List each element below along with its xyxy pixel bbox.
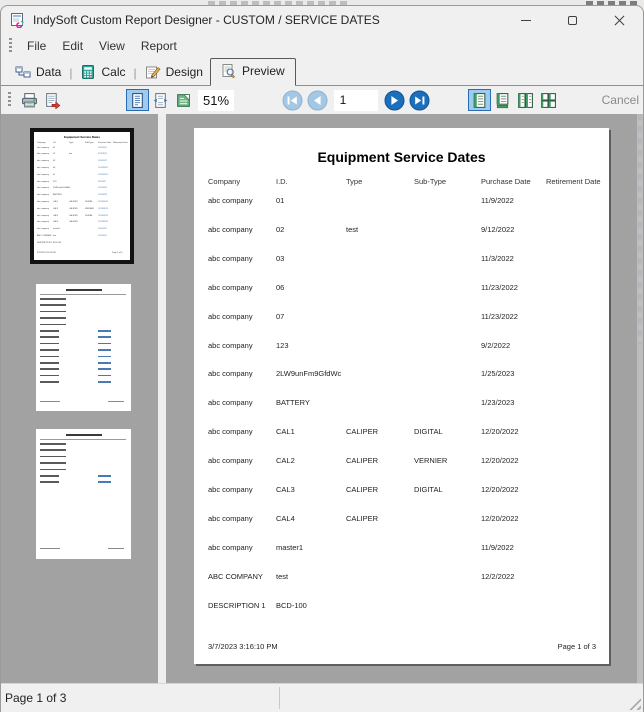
thumbnail-mini-text: CALIPER — [69, 221, 78, 224]
view-continuous-button[interactable] — [149, 89, 172, 111]
layout-one-page-button[interactable] — [468, 89, 491, 111]
menu-file[interactable]: File — [27, 39, 47, 53]
thumbnail-mini-text — [40, 449, 66, 451]
previous-page-button[interactable] — [307, 90, 328, 111]
thumbnail-mini-date — [98, 362, 111, 364]
cell-subtype: DIGITAL — [414, 427, 443, 437]
thumbnail-mini-footer — [108, 548, 124, 549]
thumbnail-mini-footer — [108, 401, 124, 402]
thumbnail-mini-text: 07 — [53, 173, 56, 176]
cell-id: 2LW9unFm9GfdWc — [276, 369, 342, 379]
cell-id: BCD-100 — [276, 600, 307, 610]
thumbnail-mini-footer: 3/7/2023 3:16:10 PM — [37, 252, 56, 254]
panel-splitter[interactable] — [158, 114, 166, 683]
thumbnail-mini-footer: Page 1 of 3 — [112, 252, 123, 254]
menu-drag-grip[interactable] — [9, 38, 12, 54]
print-button[interactable] — [18, 89, 41, 111]
cell-company: abc company — [208, 340, 253, 350]
thumbnail-mini-text: 2LW9unFm9GfdWc — [53, 187, 71, 190]
thumbnail-mini-date — [98, 475, 111, 477]
thumbnail-mini-text: 11/9/2022 — [98, 228, 107, 231]
window-controls — [502, 6, 643, 34]
data-tab-icon — [15, 64, 31, 80]
thumbnail-mini-header: Company — [37, 142, 46, 144]
zoom-page-icon — [175, 92, 192, 109]
minimize-icon — [521, 20, 531, 21]
page-thumbnail-1-selected[interactable] — [30, 128, 134, 264]
print-icon — [21, 92, 38, 109]
thumbnail-mini-text — [40, 336, 59, 338]
prev-page-icon — [307, 90, 328, 111]
cell-purchase-date: 11/3/2022 — [481, 253, 514, 263]
cell-id: 02 — [276, 224, 285, 234]
thumbnail-mini-date — [98, 336, 111, 338]
thumbnail-mini-text: 12/20/2022 — [98, 221, 109, 224]
thumbnail-mini-date — [98, 330, 111, 332]
page-thumbnail-2[interactable] — [36, 284, 131, 411]
close-button[interactable] — [596, 6, 643, 34]
view-single-page-icon — [129, 92, 146, 109]
menu-bar — [1, 34, 643, 58]
thumbnail-mini-footer — [40, 401, 60, 402]
tab-calc[interactable] — [73, 60, 132, 85]
scrollbar-thumb[interactable] — [638, 114, 642, 344]
thumbnail-mini-text: abc company — [37, 180, 49, 183]
layout-two-pages-button[interactable] — [514, 89, 537, 111]
thumbnail-mini-header: Retirement Date — [113, 142, 128, 144]
thumbnail-panel — [1, 114, 158, 683]
view-continuous-icon — [152, 92, 169, 109]
thumbnail-mini-text: CALIPER — [69, 200, 78, 203]
thumbnail-mini-text: CALIPER — [69, 207, 78, 210]
thumbnail-mini-text — [40, 317, 66, 319]
cell-purchase-date: 11/23/2022 — [481, 282, 518, 292]
thumbnail-mini-text: abc company — [37, 200, 49, 203]
next-page-icon — [384, 90, 405, 111]
first-page-button[interactable] — [282, 90, 303, 111]
cell-purchase-date: 11/9/2022 — [481, 542, 514, 552]
resize-grip[interactable] — [628, 697, 641, 710]
thumbnail-mini-text: 12/2/2022 — [98, 234, 107, 237]
cell-id: 123 — [276, 340, 289, 350]
thumbnail-mini-text: abc company — [37, 221, 49, 224]
cell-company: abc company — [208, 456, 253, 466]
thumbnail-mini-date — [98, 356, 111, 358]
thumbnail-mini-text — [40, 324, 66, 326]
preview-tab-icon — [221, 63, 237, 79]
column-header: Retirement Date — [546, 177, 601, 186]
cell-purchase-date: 9/12/2022 — [481, 224, 515, 234]
tab-separator: | — [133, 66, 137, 80]
thumbnail-mini-date — [98, 368, 111, 370]
thumbnail-mini-text: 9/12/2022 — [98, 153, 107, 156]
cell-purchase-date: 1/25/2023 — [481, 369, 515, 379]
thumbnail-mini-text: 1/25/2023 — [98, 187, 107, 190]
status-bar-divider — [279, 687, 280, 709]
layout-one-page-icon — [471, 92, 488, 109]
tab-strip — [1, 58, 643, 86]
report-footer-datetime: 3/7/2023 3:16:10 PM — [208, 642, 278, 651]
thumbnail-mini-text — [40, 475, 59, 477]
zoom-percent-button[interactable] — [172, 89, 195, 111]
thumbnail-mini-text — [40, 330, 59, 332]
report-preview-area — [166, 114, 637, 683]
thumbnail-mini-text: BCD-100 — [53, 241, 62, 244]
thumbnail-mini-text — [40, 368, 59, 370]
tab-design[interactable] — [138, 60, 210, 85]
cell-purchase-date: 1/23/2023 — [481, 398, 515, 408]
thumbnail-mini-text: DIGITAL — [85, 214, 93, 217]
thumbnail-mini-header: Sub-Type — [85, 142, 94, 144]
thumbnail-mini-text — [40, 349, 59, 351]
first-page-icon — [282, 90, 303, 111]
thumbnail-mini-text: 12/20/2022 — [98, 214, 109, 217]
thumbnail-mini-text: DESCRIPTION 1 — [37, 241, 53, 244]
cell-id: test — [276, 571, 289, 581]
thumbnail-mini-text: ABC COMPANY — [37, 234, 52, 237]
cell-purchase-date: 12/20/2022 — [481, 485, 519, 494]
thumbnail-mini-text — [40, 481, 59, 483]
thumbnail-mini-text — [40, 456, 66, 458]
toolbar-drag-grip[interactable] — [8, 92, 11, 108]
thumbnail-mini-text — [40, 381, 59, 383]
titlebar — [1, 6, 643, 34]
report-title: Equipment Service Dates — [317, 149, 486, 165]
page-number-input[interactable] — [334, 90, 378, 111]
page-thumbnail-3[interactable] — [36, 429, 131, 559]
menu-report[interactable]: Report — [140, 39, 177, 53]
thumbnail-mini-text: CAL1 — [53, 200, 59, 203]
cell-company: abc company — [208, 542, 253, 552]
thumbnail-mini-date — [98, 349, 111, 351]
tab-label: Preview — [241, 64, 285, 78]
thumbnail-mini-text: 01 — [53, 146, 56, 149]
cell-id: CAL4 — [276, 513, 295, 523]
thumbnail-mini-title: Equipment Service Dates — [63, 135, 100, 139]
tab-label: Design — [165, 65, 203, 79]
status-page-indicator: Page 1 of 3 — [5, 691, 67, 705]
thumbnail-mini-text — [40, 343, 59, 345]
menu-edit[interactable]: Edit — [62, 39, 84, 53]
window-title: IndySoft Custom Report Designer - CUSTOM / SERVICE DATES — [33, 13, 380, 27]
thumbnail-mini-header: Purchase Date — [98, 142, 112, 144]
report-designer-window — [0, 5, 644, 712]
thumbnail-mini-header: I.D. — [53, 142, 57, 144]
thumbnail-mini-text: 11/23/2022 — [98, 173, 108, 176]
export-button[interactable] — [41, 89, 64, 111]
thumbnail-mini-text: master1 — [53, 228, 61, 231]
cell-purchase-date: 12/2/2022 — [481, 571, 515, 581]
cell-id: 03 — [276, 253, 285, 263]
cell-id: CAL1 — [276, 427, 295, 437]
thumbnail-mini-text: test — [69, 153, 73, 156]
last-page-icon — [409, 90, 430, 111]
column-header: I.D. — [276, 177, 288, 186]
thumbnail-mini-date — [98, 381, 111, 383]
thumbnail-mini-text: CALIPER — [69, 214, 78, 217]
report-page — [194, 128, 609, 664]
cell-type: CALIPER — [346, 513, 379, 523]
layout-page-scroll-icon — [494, 92, 511, 109]
layout-page-scroll-button[interactable] — [491, 89, 514, 111]
cell-id: 06 — [276, 282, 285, 292]
cell-purchase-date: 11/23/2022 — [481, 311, 518, 321]
app-icon — [10, 12, 26, 28]
cell-company: abc company — [208, 398, 253, 408]
thumbnail-mini-date — [98, 343, 111, 345]
thumbnail-mini-text — [40, 304, 66, 306]
thumbnail-mini-title — [66, 289, 102, 291]
thumbnail-mini-text: abc company — [37, 228, 49, 231]
thumbnail-mini-text: CAL4 — [53, 221, 59, 224]
thumbnail-mini-text: abc company — [37, 153, 49, 156]
cell-id: BATTERY — [276, 398, 310, 408]
cell-id: 07 — [276, 311, 285, 321]
layout-four-pages-icon — [540, 92, 557, 109]
preview-toolbar — [1, 86, 643, 114]
calc-tab-icon — [80, 64, 96, 80]
thumbnail-mini-text: abc company — [37, 146, 49, 149]
last-page-button[interactable] — [409, 90, 430, 111]
thumbnail-mini-text — [40, 356, 59, 358]
menu-view[interactable]: View — [99, 39, 125, 53]
thumbnail-mini-text — [40, 362, 59, 364]
cell-id: master1 — [276, 542, 304, 552]
thumbnail-mini-text: abc company — [37, 214, 49, 217]
layout-two-pages-icon — [517, 92, 534, 109]
thumbnail-mini-text: 1/23/2023 — [98, 194, 107, 197]
thumbnail-mini-text: 03 — [53, 160, 56, 163]
thumbnail-mini-date — [98, 481, 111, 483]
thumbnail-mini-date — [98, 375, 111, 377]
status-bar — [1, 683, 643, 712]
close-icon — [614, 15, 625, 26]
cell-id: 01 — [276, 196, 285, 205]
cell-company: abc company — [208, 196, 253, 205]
cell-purchase-date: 12/20/2022 — [481, 456, 519, 466]
thumbnail-mini-footer — [40, 548, 60, 549]
tab-separator: | — [69, 66, 73, 80]
cell-type: CALIPER — [346, 456, 379, 466]
thumbnail-mini-text: test — [53, 234, 57, 237]
thumbnail-mini-text: VERNIER — [85, 207, 94, 210]
cell-purchase-date: 9/2/2022 — [481, 340, 511, 350]
thumbnail-mini-text: 11/9/2022 — [98, 146, 107, 149]
thumbnail-mini-text: BATTERY — [53, 194, 63, 197]
vertical-scrollbar[interactable] — [637, 114, 643, 683]
report-footer-page: Page 1 of 3 — [557, 642, 596, 651]
cell-company: abc company — [208, 224, 253, 234]
preview-content — [1, 114, 643, 683]
thumbnail-mini-text: abc company — [37, 166, 49, 169]
thumbnail-mini-text: abc company — [37, 187, 49, 190]
tab-preview[interactable] — [210, 58, 296, 86]
next-page-button[interactable] — [384, 90, 405, 111]
design-tab-icon — [145, 64, 161, 80]
zoom-level-display[interactable]: 51% — [198, 90, 234, 111]
cell-id: CAL3 — [276, 485, 295, 494]
cell-company: abc company — [208, 485, 253, 494]
thumbnail-mini-text: 123 — [53, 180, 57, 183]
cell-company: abc company — [208, 282, 253, 292]
thumbnail-mini-header — [40, 439, 126, 440]
cell-purchase-date: 11/9/2022 — [481, 196, 514, 205]
thumbnail-mini-text — [40, 298, 66, 300]
cell-company: abc company — [208, 369, 253, 379]
cell-subtype: DIGITAL — [414, 485, 443, 494]
column-header: Purchase Date — [481, 177, 531, 186]
thumbnail-mini-text: abc company — [37, 207, 49, 210]
cell-purchase-date: 12/20/2022 — [481, 427, 519, 437]
thumbnail-mini-text — [40, 443, 66, 445]
thumbnail-mini-text — [40, 462, 66, 464]
thumbnail-mini-text: 9/2/2022 — [98, 180, 106, 183]
export-icon — [44, 92, 61, 109]
cell-id: CAL2 — [276, 456, 295, 466]
thumbnail-mini-text — [40, 311, 66, 313]
cell-company: abc company — [208, 253, 253, 263]
cell-subtype: VERNIER — [414, 456, 448, 466]
thumbnail-mini-text: 02 — [53, 153, 56, 156]
view-single-page-button[interactable] — [126, 89, 149, 111]
cell-purchase-date: 12/20/2022 — [481, 513, 519, 523]
tab-label: Calc — [101, 65, 126, 79]
cell-company: ABC COMPANY — [208, 571, 263, 581]
cell-type: CALIPER — [346, 485, 379, 494]
thumbnail-mini-text: abc company — [37, 173, 49, 176]
column-header: Company — [208, 177, 241, 186]
column-header: Sub-Type — [414, 177, 447, 186]
thumbnail-mini-text: CAL2 — [53, 207, 59, 210]
thumbnail-mini-header: Type — [69, 142, 74, 144]
thumbnail-mini-text: 06 — [53, 166, 56, 169]
thumbnail-mini-text: abc company — [37, 160, 49, 163]
cell-company: abc company — [208, 513, 253, 523]
layout-four-pages-button[interactable] — [537, 89, 560, 111]
column-header: Type — [346, 177, 363, 186]
thumbnail-mini-text: 12/20/2022 — [98, 200, 109, 203]
thumbnail-mini-text — [40, 375, 59, 377]
thumbnail-mini-text: DIGITAL — [85, 200, 93, 203]
cell-company: abc company — [208, 311, 253, 321]
thumbnail-mini-title — [66, 434, 102, 436]
cancel-button[interactable]: Cancel — [601, 93, 639, 107]
thumbnail-mini-text: 11/23/2022 — [98, 166, 108, 169]
thumbnail-mini-text: CAL3 — [53, 214, 59, 217]
tab-data[interactable] — [8, 60, 68, 85]
tab-label: Data — [36, 65, 62, 79]
cell-type: CALIPER — [346, 427, 379, 437]
thumbnail-mini-text — [40, 469, 66, 471]
thumbnail-mini-text: 12/20/2022 — [98, 207, 109, 210]
thumbnail-mini-text: 11/3/2022 — [98, 160, 107, 163]
minimize-button[interactable] — [502, 6, 549, 34]
maximize-button[interactable] — [549, 6, 596, 34]
cell-company: abc company — [208, 427, 253, 437]
maximize-icon — [568, 16, 577, 25]
cell-company: DESCRIPTION 1 — [208, 600, 266, 610]
cell-type: test — [346, 224, 359, 234]
thumbnail-mini-text: abc company — [37, 194, 49, 197]
thumbnail-mini-header — [40, 294, 126, 295]
